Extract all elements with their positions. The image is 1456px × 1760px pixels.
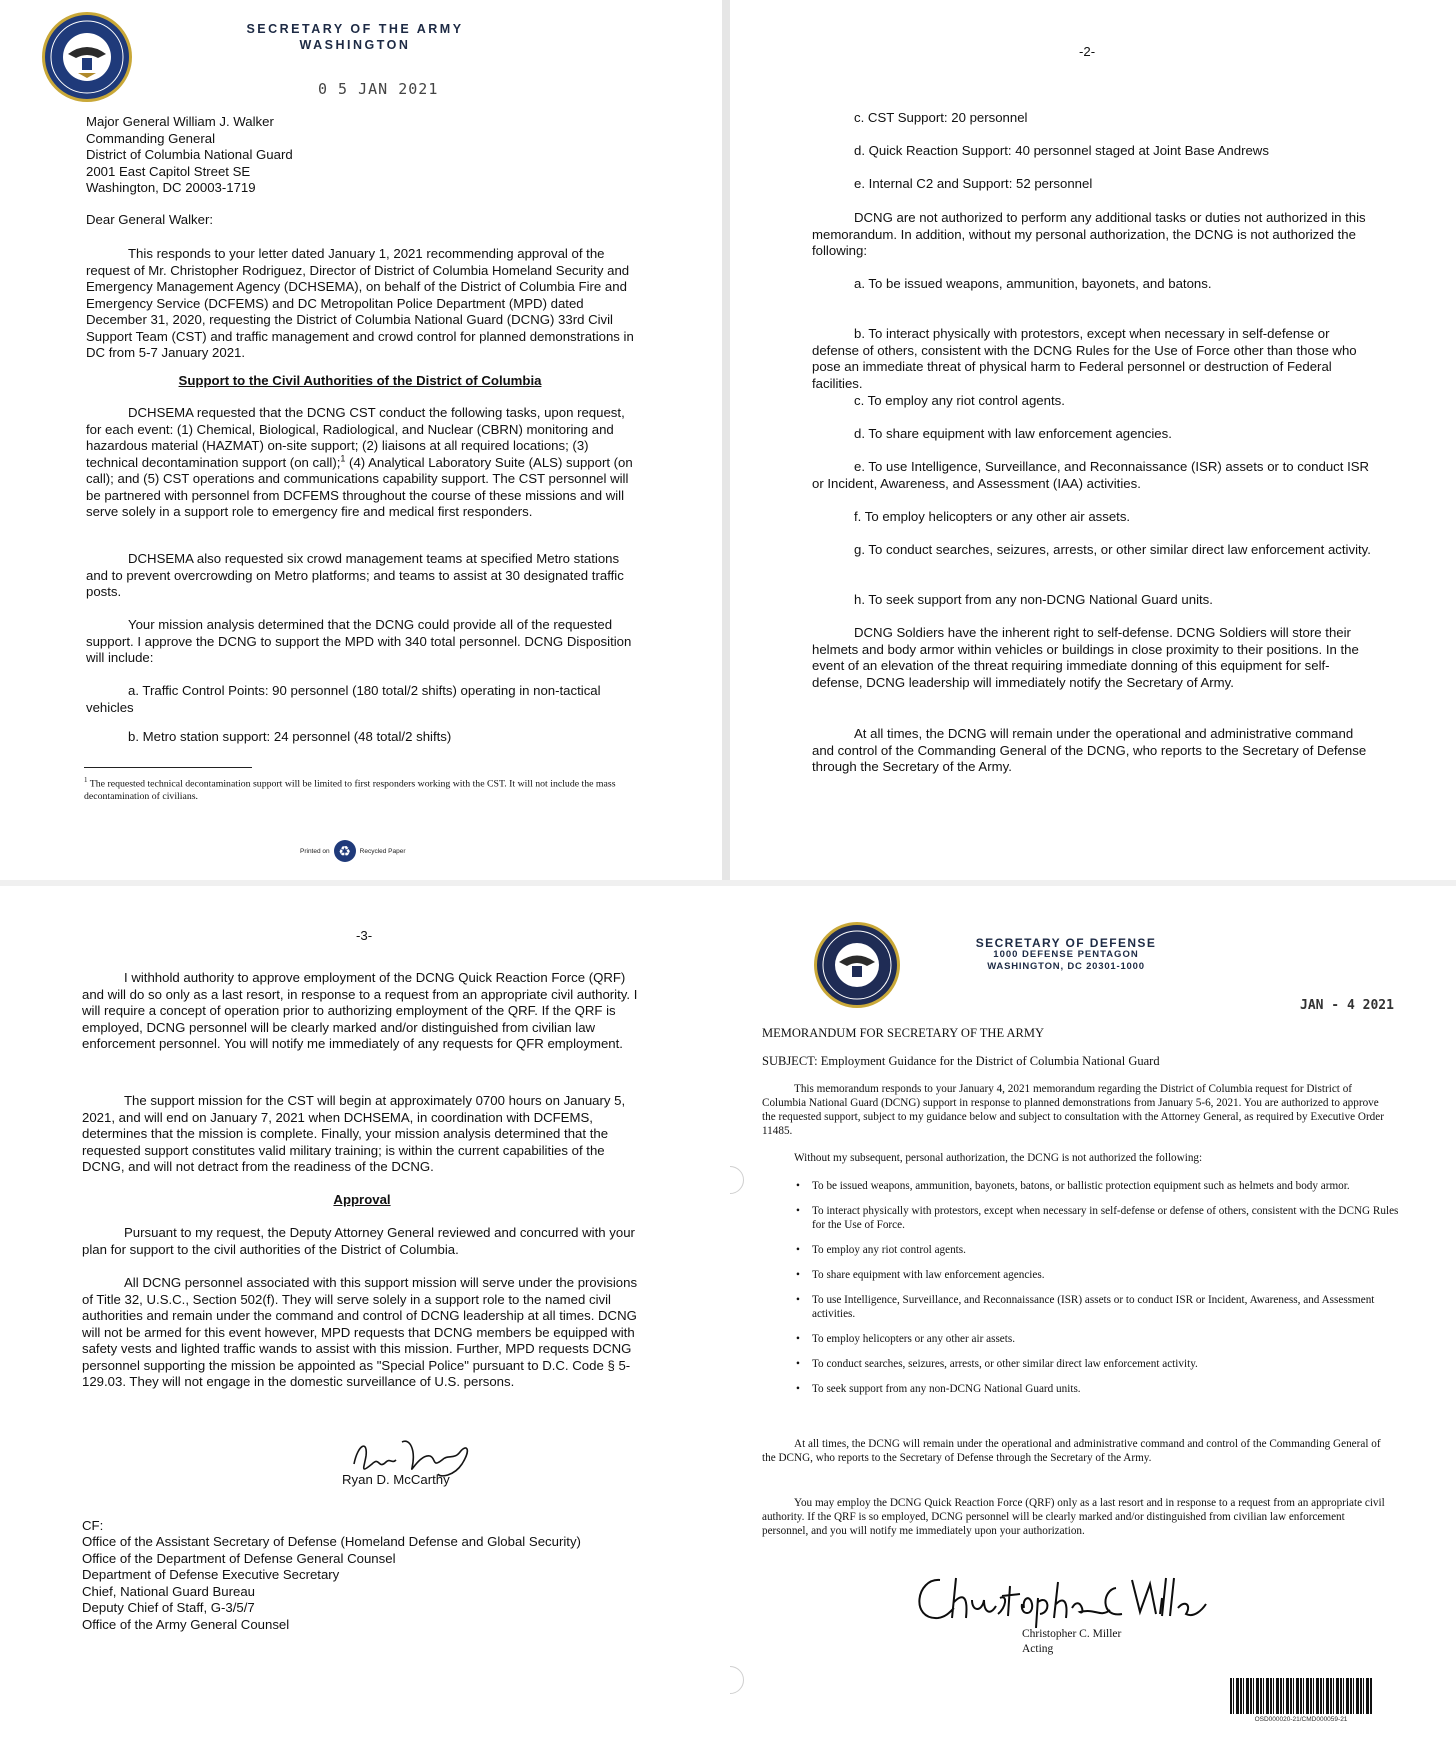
address-line: Washington, DC 20003-1719 [86, 180, 256, 195]
paragraph [86, 405, 634, 521]
cf-label: CF: [82, 1518, 104, 1533]
signature [910, 1568, 1210, 1628]
paragraph: DCNG are not authorized to perform any additional tasks or duties not authorized in this memorandum. In addition, without my personal authorization, the DCNG is not authorized the following: [812, 210, 1366, 258]
eagle-seal-icon [820, 928, 894, 1002]
list-item: a. To be issued weapons, ammunition, bayonets, and batons. [854, 276, 1212, 291]
letterhead-subtitle: WASHINGTON [299, 38, 411, 52]
paragraph: This memorandum responds to your January 4, 2021 memorandum regarding the District of Columbia request for District of Columbia National Guard (DCNG) support in response to planned demonstrations from January 5-6, 2021. You are authorized to approve the requested support, subject to my guidance below and subject to consultation with the Attorney General, as required by Executive Order 11485. [762, 1083, 1384, 1137]
dod-seal [814, 922, 900, 1008]
cf-item: Deputy Chief of Staff, G-3/5/7 [82, 1600, 255, 1615]
paragraph: DCNG Soldiers have the inherent right to self-defense. DCNG Soldiers will store their helmets and body armor within vehicles or buildings in close proximity to their positions. In the event of an elevation of the threat requiring immediate donning of this equipment for self-defense, DCNG leadership will immediately notify the Secretary of Army. [812, 625, 1359, 690]
footnote [84, 774, 636, 803]
paragraph: All DCNG personnel associated with this support mission will serve under the provisions of Title 32, U.S.C., Section 502(f). They will serve solely in a support role to the named civil authorities and remain under the command and control of DCNG leadership at all times. DCNG will not be armed for this event however, MPD requests that DCNG members be equipped with safety vests and lighted traffic wands to assist with this mission. Further, MPD requests DCNG personnel supporting the mission be appointed as "Special Police" pursuant to D.C. Code § 5-129.03. They will not engage in the domestic surveillance of U.S. persons. [82, 1275, 638, 1389]
recycled-paper-label: Recycled Paper [359, 847, 406, 855]
list-item: b. To interact physically with protestors, except when necessary in self-defense or defense of others, consistent with the DCNG Rules for the Use of Force other than those who pose an immediate threat of physical harm to Federal personnel or destruction of Federal facilities. [812, 326, 1357, 391]
bullet-item: • To conduct searches, seizures, arrests, or other similar direct law enforcement activity. [812, 1357, 1402, 1371]
paragraph: DCHSEMA also requested six crowd management teams at specified Metro stations and to prevent overcrowding on Metro platforms; and teams to assist at 30 designated traffic posts. [86, 551, 624, 599]
cf-item: Office of the Department of Defense General Counsel [82, 1550, 396, 1566]
bullet-list [792, 1179, 1402, 1407]
page-divider [722, 0, 730, 880]
list-item: g. To conduct searches, seizures, arrests, or other similar direct law enforcement activity. [854, 542, 1371, 557]
cf-item: Office of the Assistant Secretary of Defense (Homeland Defense and Global Security) [82, 1534, 581, 1549]
footnote-rule [84, 767, 252, 768]
page-number: -3- [356, 928, 373, 943]
hole-punch [730, 1166, 744, 1194]
page-number: -2- [1079, 44, 1096, 59]
section-heading: Support to the Civil Authorities of the District of Columbia [178, 373, 542, 388]
recycle-icon: ♻ [334, 840, 356, 862]
memo-subject: SUBJECT: Employment Guidance for the District of Columbia National Guard [762, 1054, 1160, 1068]
signature-mark [910, 1568, 1210, 1628]
bullet-item: • To employ helicopters or any other air assets. [812, 1332, 1402, 1346]
section-heading: Approval [333, 1192, 391, 1207]
signer-title: Acting [1022, 1643, 1054, 1655]
footnote-text: The requested technical decontamination support will be limited to first responders working with the CST. It will not include the mass decontamination of civilians. [84, 778, 616, 803]
letterhead-title: SECRETARY OF THE ARMY [246, 22, 464, 36]
page-3 [0, 886, 722, 1760]
paragraph: Your mission analysis determined that the DCNG could provide all of the requested support. I approve the DCNG to support the MPD with 340 total personnel. DCNG Disposition will include: [86, 617, 632, 665]
address-line: 2001 East Capitol Street SE [86, 163, 251, 179]
recycled-paper-mark [300, 840, 406, 862]
list-item: h. To seek support from any non-DCNG National Guard units. [854, 592, 1213, 607]
list-item: d. Quick Reaction Support: 40 personnel staged at Joint Base Andrews [854, 143, 1269, 158]
signature-text [730, 886, 731, 887]
page-1 [0, 0, 722, 880]
paragraph: Without my subsequent, personal authorization, the DCNG is not authorized the following: [794, 1152, 1203, 1164]
address-line: Major General William J. Walker [86, 114, 274, 129]
page-gap [722, 886, 730, 1760]
paragraph: I withhold authority to approve employment of the DCNG Quick Reaction Force (QRF) and will do so only as a last resort, in response to a request from an appropriate civil authority. I will require a concept of operation prior to authorizing employment of the QRF. If the QRF is employed, DCNG personnel will be clearly marked and/or distinguished from civilian law enforcement personnel. You will notify me immediately of any requests for QFR employment. [82, 970, 638, 1051]
list-item: a. Traffic Control Points: 90 personnel (180 total/2 shifts) operating in non-tactical vehicles [86, 683, 601, 715]
footnote-number: 1 [84, 776, 88, 784]
date-stamp: 0 5 JAN 2021 [318, 80, 439, 98]
paragraph: At all times, the DCNG will remain under the operational and administrative command and control of the Commanding General of the DCNG, who reports to the Secretary of Defense through the Secretary of the Army. [762, 1438, 1381, 1464]
eagle-seal-icon [48, 18, 126, 96]
paragraph: At all times, the DCNG will remain under the operational and administrative command and control of the Commanding General of the DCNG, who reports to the Secretary of Defense through the Secretary of the Army. [812, 726, 1367, 774]
hole-punch [730, 1666, 744, 1694]
bullet-item: • To be issued weapons, ammunition, bayonets, batons, or ballistic protection equipment such as helmets and body armor. [812, 1179, 1402, 1193]
list-item: e. To use Intelligence, Surveillance, and Reconnaissance (ISR) assets or to conduct ISR or Incident, Awareness, and Assessment (IAA) activities. [812, 459, 1370, 491]
page-4 [730, 886, 1456, 1760]
dod-seal [42, 12, 132, 102]
paragraph: This responds to your letter dated January 1, 2021 recommending approval of the request of Mr. Christopher Rodriguez, Director of District of Columbia Homeland Security and Emergency Management Agency (DCHSEMA), on behalf of the District of Columbia Fire and Emergency Service (DCFEMS) and DC Metropolitan Police Department (MPD) dated December 31, 2020, requesting the District of Columbia National Guard (DCNG) 33rd Civil Support Team (CST) and traffic management and crowd control for planned demonstrations in DC from 5-7 January 2021. [86, 246, 634, 360]
footnote-marker: 1 [340, 453, 346, 464]
paragraph-text: DCHSEMA requested that the DCNG CST conduct the following tasks, upon request, for each event: (1) Chemical, Biological, Radiological, and Nuclear (CBRN) monitoring and hazardous material (HAZMAT) on-site support; (2) liaisons at all required locations; (3) technical decontamination support (on call); [86, 405, 625, 470]
bullet-item: • To employ any riot control agents. [812, 1243, 1402, 1257]
list-item: b. Metro station support: 24 personnel (48 total/2 shifts) [128, 729, 452, 744]
paragraph-text: (4) Analytical Laboratory Suite (ALS) support (on call); and (5) CST operations and communications capability support. The CST personnel will be partnered with personnel from DCFEMS throughout the course of these missions and will serve solely in a support role to emergency fire and medical first responders. [86, 454, 633, 519]
page-2 [730, 0, 1456, 880]
letterhead-title: SECRETARY OF DEFENSE [975, 936, 1157, 950]
cf-item: Chief, National Guard Bureau [82, 1583, 256, 1599]
bullet-item: • To use Intelligence, Surveillance, and Reconnaissance (ISR) assets or to conduct ISR or Incident, Awareness, and Assessment activities. [812, 1293, 1402, 1321]
list-item: c. To employ any riot control agents. [854, 393, 1065, 408]
list-item: c. CST Support: 20 personnel [854, 110, 1028, 125]
cf-item: Office of the Army General Counsel [82, 1616, 290, 1632]
cf-item: Department of Defense Executive Secretary [82, 1567, 340, 1582]
barcode [1230, 1678, 1372, 1714]
list-item: f. To employ helicopters or any other air assets. [854, 509, 1131, 524]
bullet-item: • To interact physically with protestors, except when necessary in self-defense or defense of others, consistent with the DCNG Rules for the Use of Force. [812, 1204, 1402, 1232]
letterhead-address: 1000 DEFENSE PENTAGON [993, 949, 1139, 960]
list-item: e. Internal C2 and Support: 52 personnel [854, 176, 1093, 191]
recipient-address [86, 114, 293, 197]
bullet-item: • To share equipment with law enforcement agencies. [812, 1268, 1402, 1282]
signature-text [0, 886, 1, 887]
printed-on-label: Printed on [300, 847, 330, 855]
cf-list [82, 1534, 581, 1633]
memo-for: MEMORANDUM FOR SECRETARY OF THE ARMY [762, 1026, 1045, 1040]
bullet-item: • To seek support from any non-DCNG National Guard units. [812, 1382, 1402, 1396]
address-line: District of Columbia National Guard [86, 147, 293, 162]
paragraph: The support mission for the CST will begin at approximately 0700 hours on January 5, 2021, and will end on January 7, 2021 when DCHSEMA, in coordination with DCFEMS, determines that the mission is complete. Finally, your mission analysis determined that the requested support constitutes valid military training; is within the current capabilities of the DCNG, and will not detract from the readiness of the DCNG. [82, 1093, 626, 1174]
paragraph: You may employ the DCNG Quick Reaction Force (QRF) only as a last resort and in response to a request from an appropriate civil authority. If the QRF is so employed, DCNG personnel will be clearly marked and/or distinguished from civilian law enforcement personnel, and you will notify me immediately upon your authorization. [762, 1497, 1385, 1537]
letterhead-city: WASHINGTON, DC 20301-1000 [987, 961, 1145, 972]
date: JAN - 4 2021 [1300, 998, 1394, 1013]
paragraph: Pursuant to my request, the Deputy Attorney General reviewed and concurred with your plan for support to the civil authorities of the District of Columbia. [82, 1225, 635, 1257]
address-line: Commanding General [86, 130, 216, 146]
salutation: Dear General Walker: [86, 212, 214, 227]
seal-caption [0, 0, 1, 1]
barcode-number: OSD000020-21/CMD000059-21 [1254, 1716, 1348, 1723]
list-item: d. To share equipment with law enforcement agencies. [854, 426, 1172, 441]
signer-name: Ryan D. McCarthy [342, 1472, 450, 1487]
signer-name: Christopher C. Miller [1022, 1628, 1122, 1640]
